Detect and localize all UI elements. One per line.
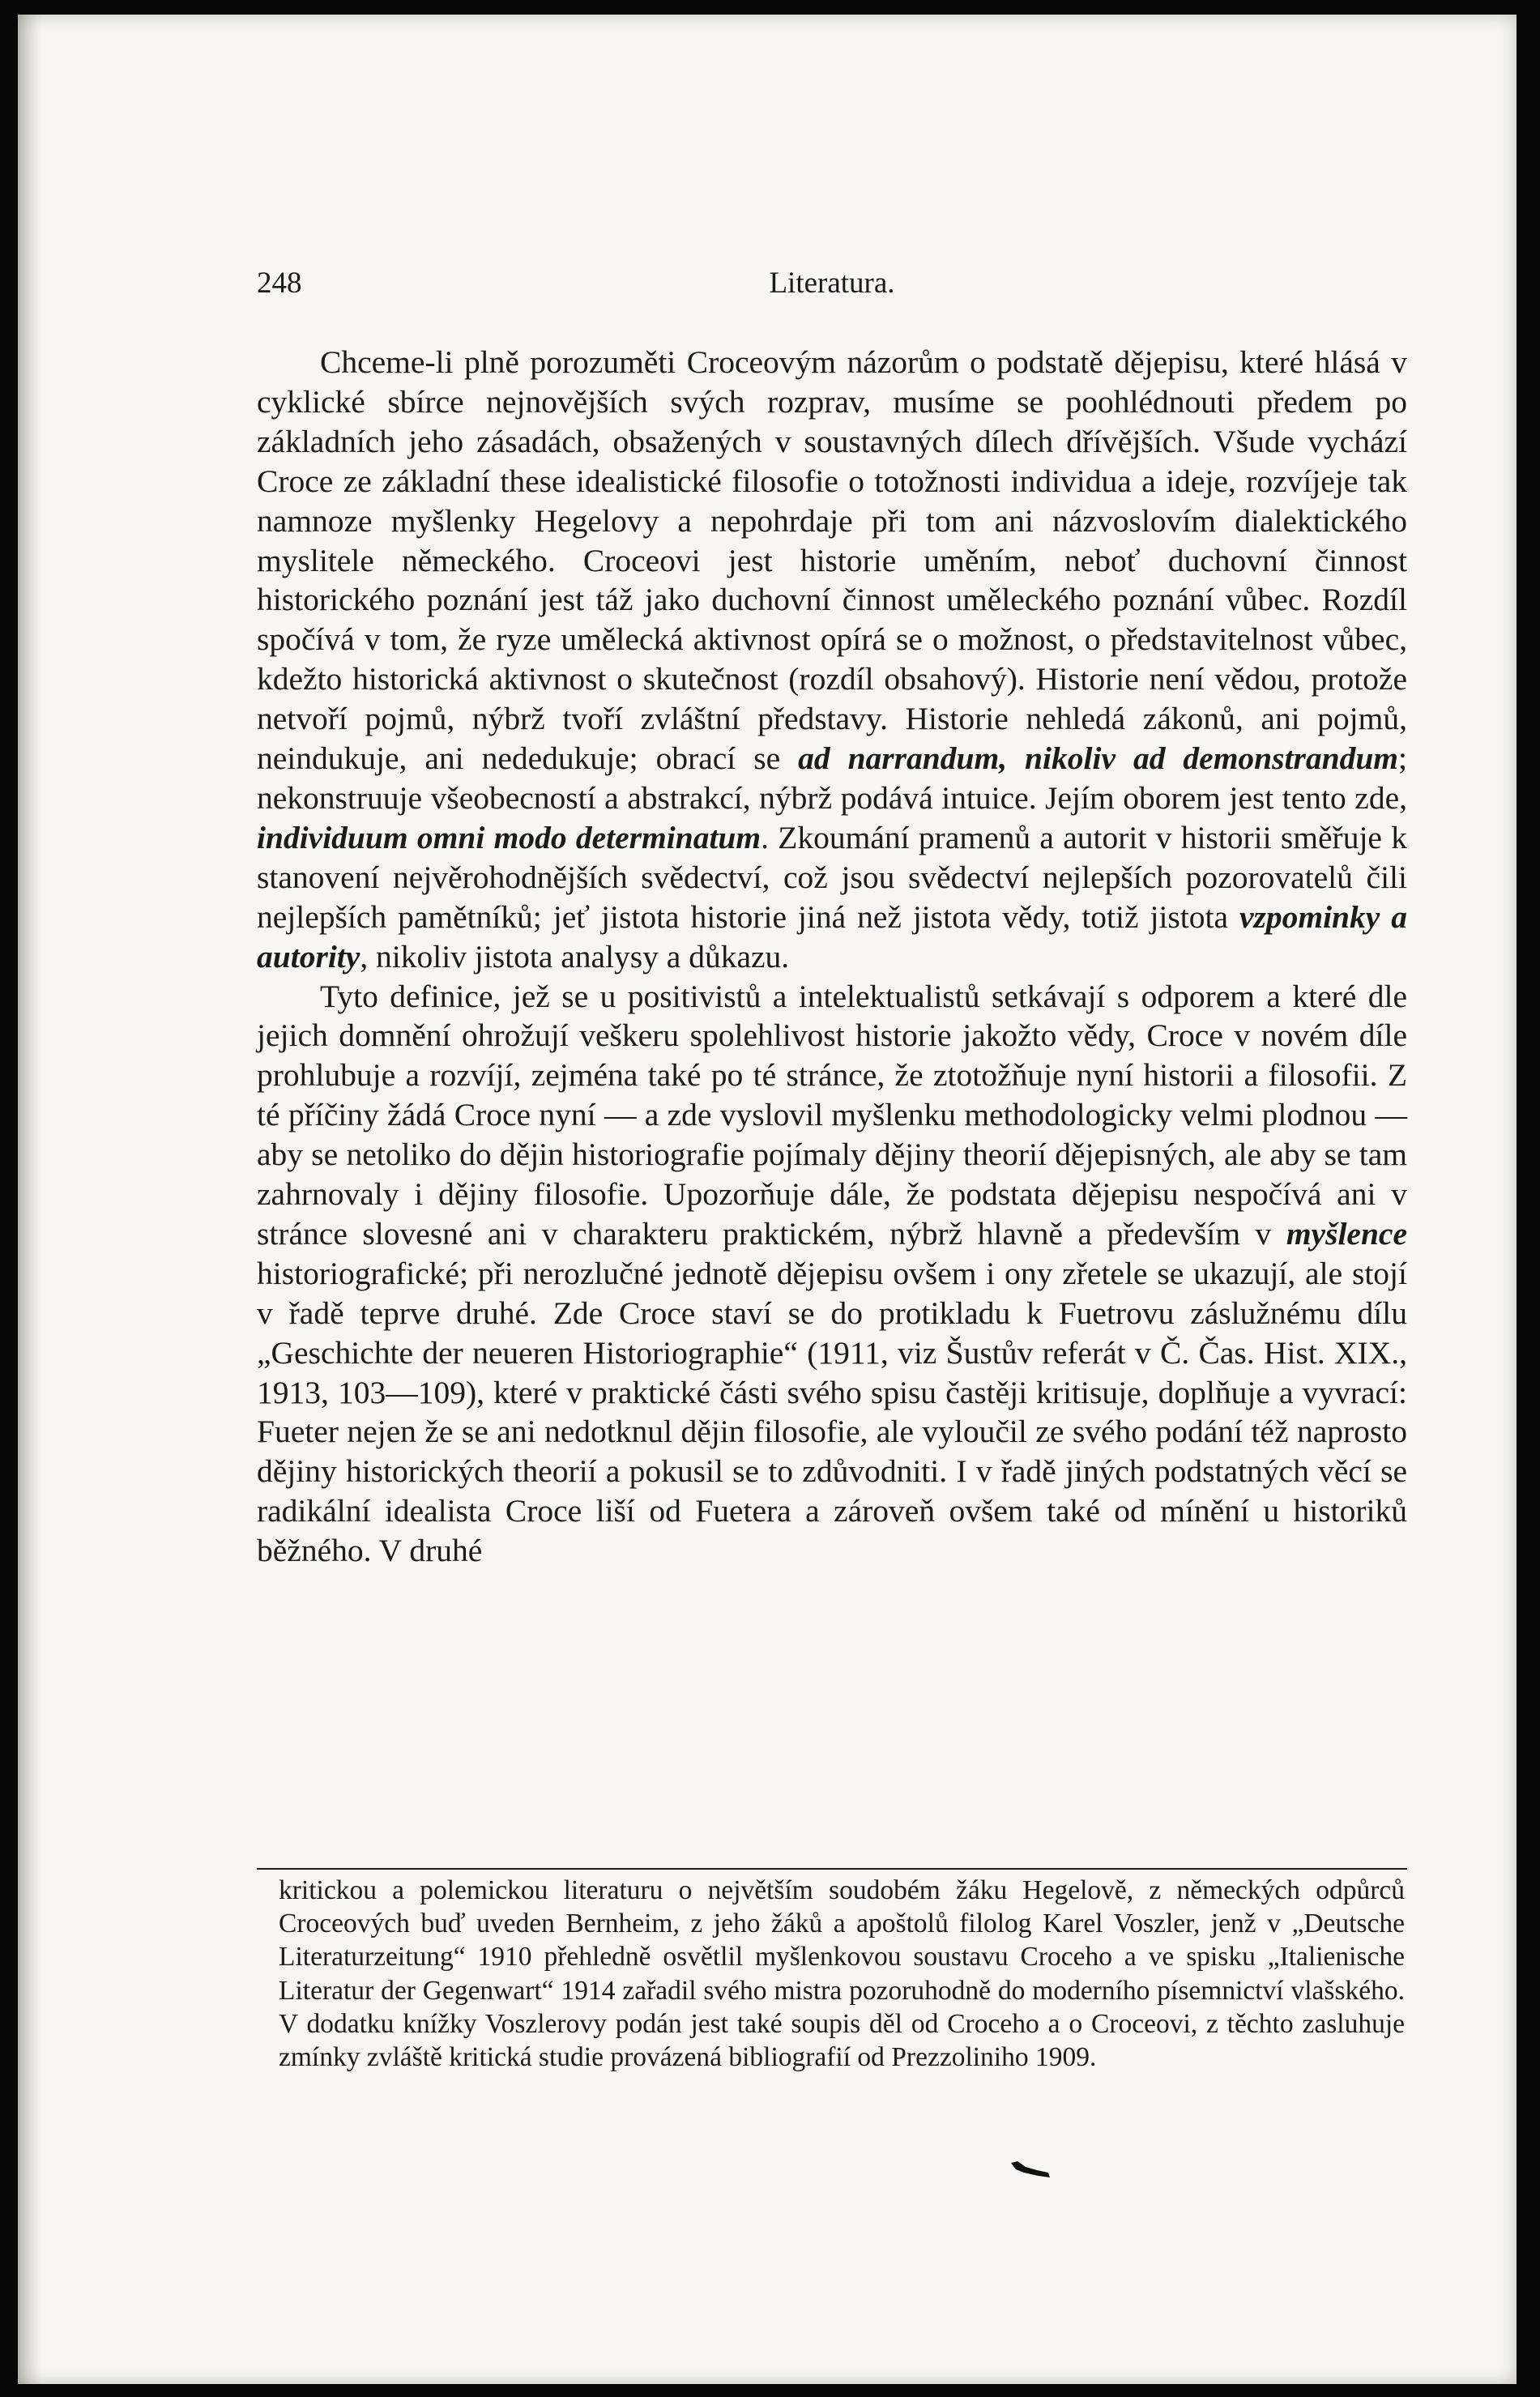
- ink-blot-mark: [1009, 2160, 1052, 2181]
- running-title: Literatura.: [769, 267, 895, 300]
- book-page: [18, 15, 1517, 2384]
- latin-phrase-individuum: individuum omni modo determinatum: [257, 819, 761, 855]
- footnote: kritickou a polemickou literaturu o největším soudobém žáku Hegelově, z německých odpůrců Croceových buď uveden Bernheim, z jeho žáků a apoštolů filolog Karel Voszler, jenž v „Deutsche Literaturzeitung“ 1910 přehledně osvětlil myšlenkovou soustavu Croceho a ve spisku „Italienische Literatur der Gegenwart“ 1914 zařadil svého mistra pozoruhodně do moderního písemnictví vlašského. V dodatku knížky Voszlerovy podán jest také soupis děl od Croceho a o Croceovi, z těchto zasluhuje zmínky zvláště kritická studie provázená bibliografií od Prezzoliniho 1909.: [279, 1875, 1405, 2073]
- main-text: [257, 343, 1407, 1571]
- latin-phrase-narrandum: ad narrandum, nikoliv ad demonstrandum: [798, 740, 1399, 777]
- page-number: 248: [257, 267, 302, 300]
- footnote-divider: [257, 1868, 1407, 1870]
- paragraph-1: Chceme-li plně porozuměti Croceovým názorům o podstatě dějepisu, které hlásá v cyklické sbírce nejnovějších svých rozprav, musíme se poohlédnouti předem po základních jeho zásadách, obsažených v soustavných dílech dřívějších. Všude vychází Croce ze základní these idealistické filosofie o totožnosti individua a ideje, rozvíjeje tak namnoze myšlenky Hegelovy a nepohrdaje při tom ani názvoslovím dialektického myslitele německého. Croceovi jest historie uměním, neboť duchovní činnost historického poznání jest táž jako duchovní činnost uměleckého poznání vůbec. Rozdíl spočívá v tom, že ryze umělecká aktivnost opírá se o možnost, o představitelnost vůbec, kdežto historická aktivnost o skutečnost (rozdíl obsahový). Historie není vědou, protože netvoří pojmů, nýbrž tvoří zvláštní představy. Historie nehledá zákonů, ani pojmů, neindukuje, ani nededukuje; obrací se ad narrandum, nikoliv ad demonstrandum; nekonstruuje všeobecností a abstrakcí, nýbrž podává intuice. Jejím oborem jest tento zde, individuum omni modo determinatum. Zkoumání pramenů a autorit v historii směřuje k stanovení nejvěrohodnějších svědectví, což jsou svědectví nejlepších pozorovatelů čili nejlepších pamětníků; jeť jistota historie jiná než jistota vědy, totiž jistota vzpominky a autority, nikoliv jistota analysy a důkazu.: [257, 344, 1408, 975]
- paragraph-2: Tyto definice, jež se u positivistů a intelektualistů setkávají s odporem a které dle jejich domnění ohrožují veškeru spolehlivost historie jakožto vědy, Croce v novém díle prohlubuje a rozvíjí, zejména také po té stránce, že ztotožňuje nyní historii a filosofii. Z té příčiny žádá Croce nyní — a zde vyslovil myšlenku methodologicky velmi plodnou — aby se netoliko do dějin historiografie pojímaly dějiny theorií dějepisných, ale aby se tam zahrnovaly i dějiny filosofie. Upozorňuje dále, že podstata dějepisu nespočívá ani v stránce slovesné ani v charakteru praktickém, nýbrž hlavně a především v myšlence historiografické; při nerozlučné jednotě dějepisu ovšem i ony zřetele se ukazují, ale stojí v řadě teprve druhé. Zde Croce staví se do protikladu k Fuetrovu záslužnému dílu „Geschichte der neueren Historiographie“ (1911, viz Šustův referát v Č. Čas. Hist. XIX., 1913, 103—109), které v praktické části svého spisu častěji kritisuje, doplňuje a vyvrací: Fueter nejen že se ani nedotknul dějin filosofie, ale vyloučil ze svého podání též naprosto dějiny historických theorií a pokusil se to zdůvodniti. I v řadě jiných podstatných věcí se radikální idealista Croce liší od Fuetera a zároveň ovšem také od mínění u historiků běžného. V druhé: [257, 978, 1407, 1569]
- emphasis-vzpominky: vzpominky a autority: [257, 898, 1407, 975]
- emphasis-myslence: myšlence: [1286, 1215, 1407, 1252]
- page-header: [257, 266, 1407, 306]
- page-edge-shadow: [18, 15, 42, 2384]
